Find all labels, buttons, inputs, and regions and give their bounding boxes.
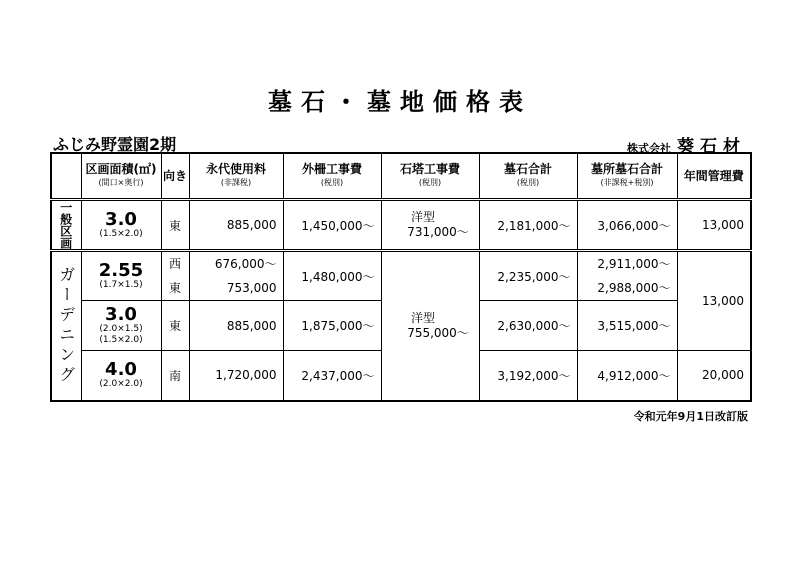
header-fence: [283, 153, 381, 200]
cell-direction: 西: [161, 251, 189, 276]
company-prefix: 株式会社: [627, 142, 671, 155]
cell-direction: 東: [161, 200, 189, 251]
cell-direction: 南: [161, 351, 189, 401]
header-area-sub: (間口×奥行): [98, 178, 144, 187]
header-fence-label: 外柵工事費: [301, 162, 362, 176]
cell-grand-total: 3,066,000～: [577, 200, 677, 251]
cell-perpetual: 885,000: [189, 200, 283, 251]
cell-direction: 東: [161, 301, 189, 351]
header-area-label: 区画面積(㎡): [85, 162, 157, 176]
area-dimension: (2.0×2.0): [99, 379, 143, 390]
area-value: 4.0: [105, 359, 137, 381]
header-grand-total-label: 墓所墓石合計: [590, 162, 663, 176]
cell-area: [81, 200, 161, 251]
cell-area: [81, 301, 161, 351]
cemetery-name: ふじみ野霊園2期: [53, 135, 177, 154]
cell-tomb-total: 2,630,000～: [479, 301, 577, 351]
revision-note: 令和元年9月1日改訂版: [633, 410, 748, 423]
stone-type: 洋型: [410, 310, 435, 325]
cell-fence: 2,437,000～: [283, 351, 381, 401]
header-stone-work-sub: (税別): [418, 178, 442, 187]
header-section: [51, 153, 81, 200]
cell-grand-total: 3,515,000～: [577, 301, 677, 351]
header-direction: 向き: [161, 153, 189, 200]
area-value: 3.0: [105, 304, 137, 325]
page-title: 墓石・墓地価格表: [268, 88, 532, 116]
cell-tomb-total: 2,235,000～: [479, 251, 577, 301]
area-dimension: (1.5×2.0): [99, 229, 143, 239]
company-main-name: 葵石材: [677, 137, 746, 157]
header-perpetual-label: 永代使用料: [205, 162, 266, 176]
header-grand-total-sub: (非課税+税別): [600, 178, 654, 187]
area-dimension: (2.0×1.5): [99, 324, 143, 334]
header-tomb-total: [479, 153, 577, 200]
cell-fence: 1,480,000～: [283, 251, 381, 301]
section-general: [51, 200, 81, 251]
cell-area: [81, 251, 161, 301]
cell-tomb-total: 2,181,000～: [479, 200, 577, 251]
cell-annual: 20,000: [677, 351, 751, 401]
cell-perpetual: 753,000: [189, 276, 283, 301]
cell-stone-work: [381, 200, 479, 251]
header-fence-sub: (税別): [320, 178, 344, 187]
header-tomb-total-label: 墓石合計: [503, 162, 552, 176]
header-tomb-total-sub: (税別): [516, 178, 540, 187]
cell-annual: 13,000: [677, 251, 751, 351]
area-value: 2.55: [98, 260, 144, 281]
cell-grand-total: 2,988,000～: [577, 276, 677, 301]
header-perpetual-sub: (非課税): [220, 178, 252, 187]
section-gardening-label: ガーデニング: [56, 265, 76, 386]
header-grand-total: [577, 153, 677, 200]
cell-stone-work: [381, 251, 479, 401]
cell-grand-total: 4,912,000～: [577, 351, 677, 401]
header-annual: 年間管理費: [677, 153, 751, 200]
cell-fence: 1,875,000～: [283, 301, 381, 351]
cell-tomb-total: 3,192,000～: [479, 351, 577, 401]
section-general-label: 一般区画: [58, 201, 73, 249]
cell-perpetual: 885,000: [189, 301, 283, 351]
cell-grand-total: 2,911,000～: [577, 251, 677, 276]
stone-price: 755,000～: [407, 325, 469, 340]
header-perpetual: [189, 153, 283, 200]
row-gardening-1a: [51, 251, 751, 276]
section-gardening: [51, 251, 81, 401]
cell-annual: 13,000: [677, 200, 751, 251]
stone-type: 洋型: [410, 210, 435, 224]
header-area: [81, 153, 161, 200]
header-row: [51, 153, 751, 200]
cell-perpetual: 676,000～: [189, 251, 283, 276]
row-general: [51, 200, 751, 251]
area-dimension-alt: (1.5×2.0): [99, 335, 143, 345]
cell-direction: 東: [161, 276, 189, 301]
price-table: [50, 152, 752, 402]
cell-area: [81, 351, 161, 401]
area-dimension: (1.7×1.5): [99, 280, 143, 290]
header-stone-work-label: 石塔工事費: [399, 162, 460, 176]
area-value: 3.0: [105, 209, 137, 230]
stone-price: 731,000～: [407, 225, 469, 239]
header-stone-work: [381, 153, 479, 200]
cell-fence: 1,450,000～: [283, 200, 381, 251]
cell-perpetual: 1,720,000: [189, 351, 283, 401]
